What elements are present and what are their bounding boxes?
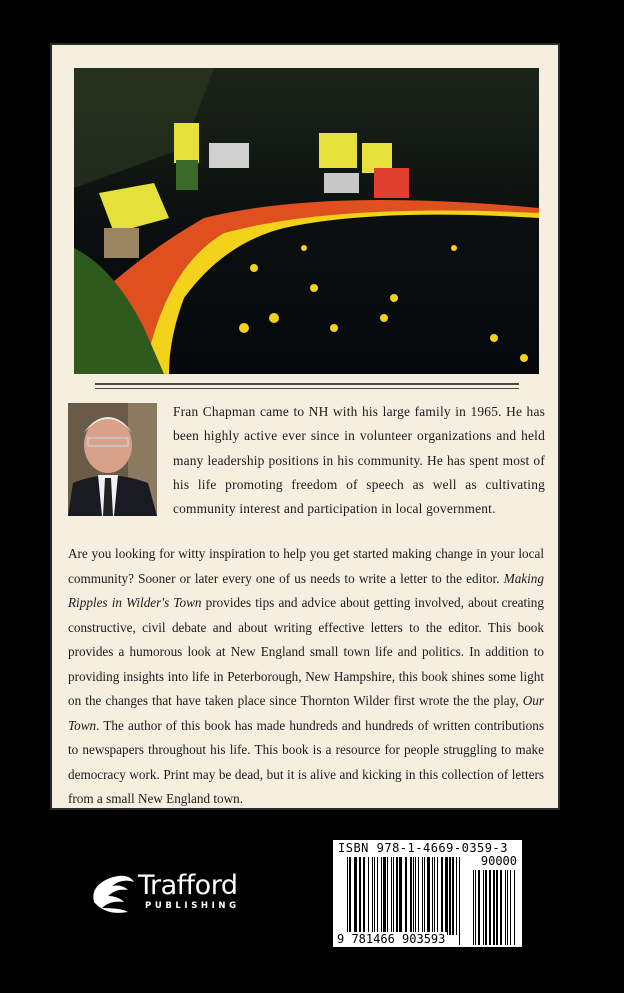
book-description <box>68 542 544 812</box>
barcode-bar <box>393 857 394 935</box>
barcode-bar <box>441 857 443 935</box>
publisher-name: Trafford <box>138 870 238 901</box>
barcode-bar <box>381 857 382 935</box>
barcode-bar <box>415 857 416 935</box>
barcode-bar <box>437 857 438 935</box>
barcode-bar <box>434 857 435 935</box>
barcode-bar <box>489 870 491 945</box>
barcode-bar <box>475 870 476 945</box>
barcode-bar <box>505 870 506 945</box>
barcode-bar <box>399 857 402 935</box>
ean-digits: 9 781466 903593 <box>337 932 446 946</box>
barcode-bar <box>387 857 388 935</box>
barcode-bar <box>372 857 373 935</box>
barcode-bar <box>459 857 460 945</box>
barcode-bar <box>374 857 375 935</box>
barcode-bar <box>449 857 451 935</box>
barcode-bar <box>510 870 511 945</box>
cover-photo-duck-race <box>74 68 539 374</box>
barcode-bar <box>507 870 508 945</box>
isbn-barcode <box>333 840 522 947</box>
description-text: provides tips and advice about getting involved, about creating constructive, civil debate and about writing effective letters to the editor. This book provides a humorous look at New England small town life and politics. In addition to providing insights into life in Peterborough, New Hampshire, this book shines some light on the changes that have taken place since Thornton Wilder first wrote the the play, <box>68 595 544 708</box>
barcode-bar <box>363 857 365 935</box>
barcode-bar <box>483 870 484 945</box>
barcode-bar <box>456 857 457 935</box>
barcode-bar <box>396 857 398 935</box>
barcode-bar <box>383 857 386 935</box>
barcode-bar <box>493 870 495 945</box>
barcode-bar <box>424 857 425 935</box>
publisher-logo <box>88 870 278 916</box>
barcode-bar <box>418 857 419 935</box>
barcode-bar <box>496 870 498 945</box>
barcode-bar <box>500 870 502 945</box>
barcode-bar <box>473 870 474 945</box>
barcode-bar <box>432 857 433 935</box>
author-bio: Fran Chapman came to NH with his large family in 1965. He has been highly active ever since in volunteer organizations and held many leadership positions in his community. He has spent most of his life promoting freedom of speech as well as cultivating community interest and participation in local government. <box>173 404 545 517</box>
description-text: Are you looking for witty inspiration to help you get started making change in your local community? Sooner or later every one of us needs to write a letter to the editor. <box>68 546 544 586</box>
divider-rule <box>95 383 519 389</box>
book-title: Making Ripples in Wilder's Town <box>68 570 544 610</box>
author-photo <box>68 403 157 516</box>
barcode-bar <box>391 857 392 935</box>
barcode-bar <box>413 857 414 935</box>
price-addon: 90000 <box>480 854 517 868</box>
barcode-bar <box>377 857 378 935</box>
isbn-label: ISBN 978-1-4669-0359-3 <box>338 841 508 855</box>
barcode-bar <box>478 870 480 945</box>
description-text: . The author of this book has made hundreds and hundreds of written contributions to newspapers throughout his life. This book is a resource for people struggling to make democracy work. Print may be dead, but it is alive and kicking in this collection of letters from a small New England town. <box>68 717 544 806</box>
barcode-bar <box>427 857 430 935</box>
barcode-bar <box>485 870 487 945</box>
barcode-bar <box>445 857 448 935</box>
barcode-bar <box>422 857 423 935</box>
publisher-subtitle: PUBLISHING <box>145 901 240 911</box>
barcode-bar <box>514 870 515 945</box>
wave-icon <box>88 872 136 914</box>
barcode-bar <box>359 857 361 935</box>
play-title: Our Town <box>68 693 544 733</box>
barcode-bar <box>410 857 412 935</box>
barcode-bar <box>452 857 454 935</box>
barcode-bar <box>354 857 357 935</box>
barcode-bar <box>368 857 369 935</box>
